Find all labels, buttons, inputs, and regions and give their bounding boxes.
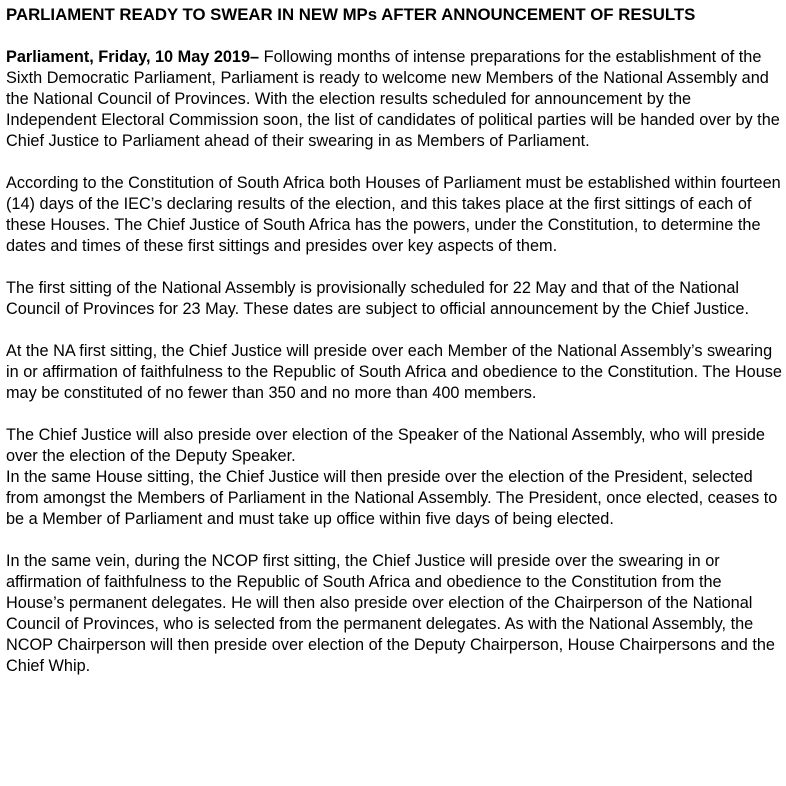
paragraph-speaker-election: The Chief Justice will also preside over election of the Speaker of the National Assembly, who will preside over the election of the Deputy Speaker. — [6, 426, 765, 465]
paragraph-intro — [6, 47, 784, 152]
paragraph-president-election: In the same House sitting, the Chief Justice will then preside over the election of the President, selected from amongst the Members of Parliament in the National Assembly. The President, once elected, ceases to be a Member of Parliament and must take up office within five days of being elected. — [6, 468, 778, 528]
paragraph-sitting-dates: The first sitting of the National Assembly is provisionally scheduled for 22 May and that of the National Council of Provinces for 23 May. These dates are subject to official announcement by the Chief Justice. — [6, 279, 750, 318]
paragraph-constitution: According to the Constitution of South Africa both Houses of Parliament must be established within fourteen (14) days of the IEC’s declaring results of the election, and this takes place at the first sittings of each of these Houses. The Chief Justice of South Africa has the powers, under the Constitution, to determine the dates and times of these first sittings and presides over key aspects of them. — [6, 174, 781, 255]
paragraph-ncop-first-sitting: In the same vein, during the NCOP first sitting, the Chief Justice will preside over the swearing in or affirmation of faithfulness to the Republic of South Africa and obedience to the Constitution from the House’s permanent delegates. He will then also preside over election of the Chairperson of the National Council of Provinces, who is selected from the permanent delegates. As with the National Assembly, the NCOP Chairperson will then preside over election of the Deputy Chairperson, House Chairpersons and the Chief Whip. — [6, 552, 775, 675]
document — [6, 4, 784, 698]
paragraph-intro-text: Following months of intense preparations for the establishment of the Sixth Democratic Parliament, Parliament is ready to welcome new Members of the National Assembly and the National Council of Provinces. With the election results scheduled for announcement by the Independent Electoral Commission soon, the list of candidates of political parties will be handed over by the Chief Justice to Parliament ahead of their swearing in as Members of Parliament. — [6, 48, 780, 150]
paragraph-na-first-sitting: At the NA first sitting, the Chief Justice will preside over each Member of the National Assembly’s swearing in or affirmation of faithfulness to the Republic of South Africa and obedience to the Constitution. The House may be constituted of no fewer than 350 and no more than 400 members. — [6, 342, 782, 402]
headline: PARLIAMENT READY TO SWEAR IN NEW MPs AFTER ANNOUNCEMENT OF RESULTS — [6, 5, 696, 24]
dateline: Parliament, Friday, 10 May 2019– — [6, 48, 260, 66]
